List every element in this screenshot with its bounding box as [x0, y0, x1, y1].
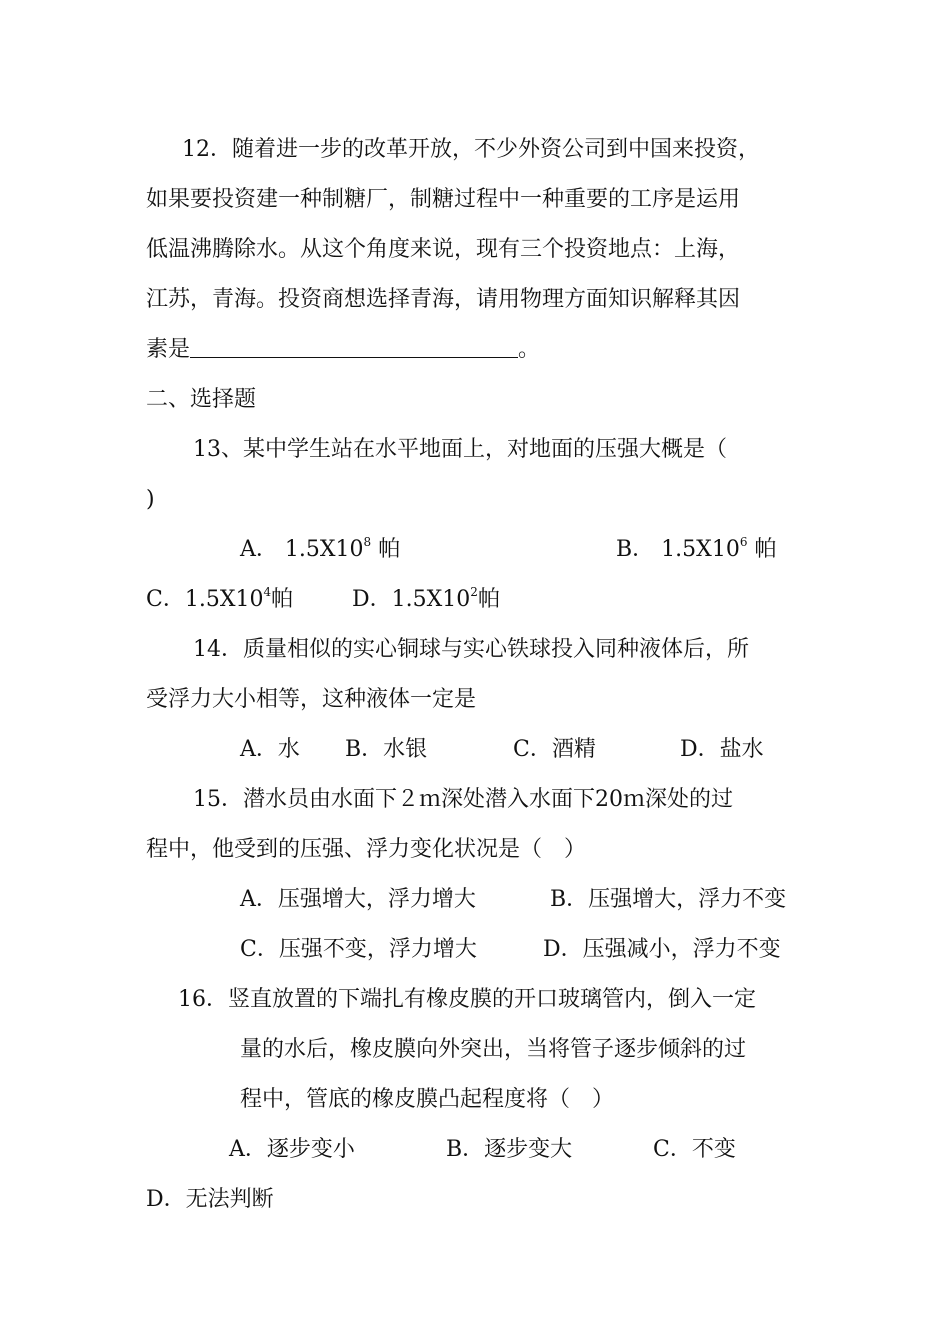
q12-line5-suffix: 。: [518, 337, 541, 362]
q12-line2: 如果要投资建一种制糖厂，制糖过程中一种重要的工序是运用: [146, 187, 741, 212]
q15-option-c: C．压强不变，浮力增大: [240, 937, 477, 962]
q16-option-a: A．逐步变小: [229, 1137, 355, 1162]
q12-line5: [146, 335, 540, 365]
q16-option-b: B．逐步变大: [446, 1137, 573, 1162]
q13-option-c-label: C．: [146, 587, 185, 612]
section-heading: 二、选择题: [146, 387, 257, 412]
q15-line1: 15．潜水员由水面下２ｍ深处潜入水面下20ｍ深处的过: [193, 787, 733, 812]
q13-line2: ): [146, 487, 155, 512]
q13-option-d-unit: 帕: [477, 587, 500, 612]
q16-option-d: D．无法判断: [146, 1187, 274, 1212]
q14-option-c: C．酒精: [513, 737, 596, 762]
q14-option-a: A．水: [240, 737, 300, 762]
q16-line1: 16．竖直放置的下端扎有橡皮膜的开口玻璃管内，倒入一定: [178, 987, 756, 1012]
q13-option-b-exp: 6: [739, 535, 748, 549]
q15-option-b: B．压强增大，浮力不变: [550, 887, 787, 912]
q13-option-c-unit: 帕: [271, 587, 294, 612]
q13-option-d: [352, 585, 500, 615]
q14-option-d: D．盐水: [680, 737, 764, 762]
q15-line2: 程中，他受到的压强、浮力变化状况是（ ）: [146, 837, 587, 862]
q13-option-c: [146, 585, 293, 615]
q12-line1: 12．随着进一步的改革开放，不少外资公司到中国来投资，: [182, 137, 760, 162]
q16-line2: 量的水后，橡皮膜向外突出，当将管子逐步倾斜的过: [240, 1037, 747, 1062]
q16-option-c: C．不变: [653, 1137, 736, 1162]
q13-option-c-base: 1.5X10: [184, 587, 264, 612]
q15-option-d: D．压强减小，浮力不变: [543, 937, 781, 962]
q12-line4: 江苏，青海。投资商想选择青海，请用物理方面知识解释其因: [146, 287, 741, 312]
q16-line3: 程中，管底的橡皮膜凸起程度将（ ）: [240, 1087, 615, 1112]
q13-option-b: [616, 535, 776, 565]
answer-blank[interactable]: [190, 335, 518, 358]
q14-line1: 14．质量相似的实心铜球与实心铁球投入同种液体后，所: [193, 637, 749, 662]
q12-line5-prefix: 素是: [146, 337, 191, 362]
q13-option-a-label: A．: [240, 537, 278, 562]
q14-line2: 受浮力大小相等，这种液体一定是: [146, 687, 477, 712]
q13-option-d-label: D．: [352, 587, 392, 612]
q13-option-b-label: B．: [616, 537, 655, 562]
q13-option-c-exp: 4: [263, 585, 272, 599]
q12-line3: 低温沸腾除水。从这个角度来说，现有三个投资地点：上海，: [146, 237, 741, 262]
q13-option-a: [240, 535, 400, 565]
q13-line1: 13、某中学生站在水平地面上，对地面的压强大概是（: [193, 437, 727, 462]
q13-option-a-exp: 8: [363, 535, 372, 549]
q13-option-a-base: 1.5X10: [284, 537, 364, 562]
q13-option-a-unit: 帕: [378, 537, 401, 562]
q13-option-d-exp: 2: [470, 585, 478, 599]
q15-option-a: A．压强增大，浮力增大: [240, 887, 476, 912]
q14-option-b: B．水银: [345, 737, 428, 762]
q13-option-b-unit: 帕: [754, 537, 777, 562]
q13-option-b-base: 1.5X10: [661, 537, 740, 562]
q13-option-d-base: 1.5X10: [391, 587, 471, 612]
